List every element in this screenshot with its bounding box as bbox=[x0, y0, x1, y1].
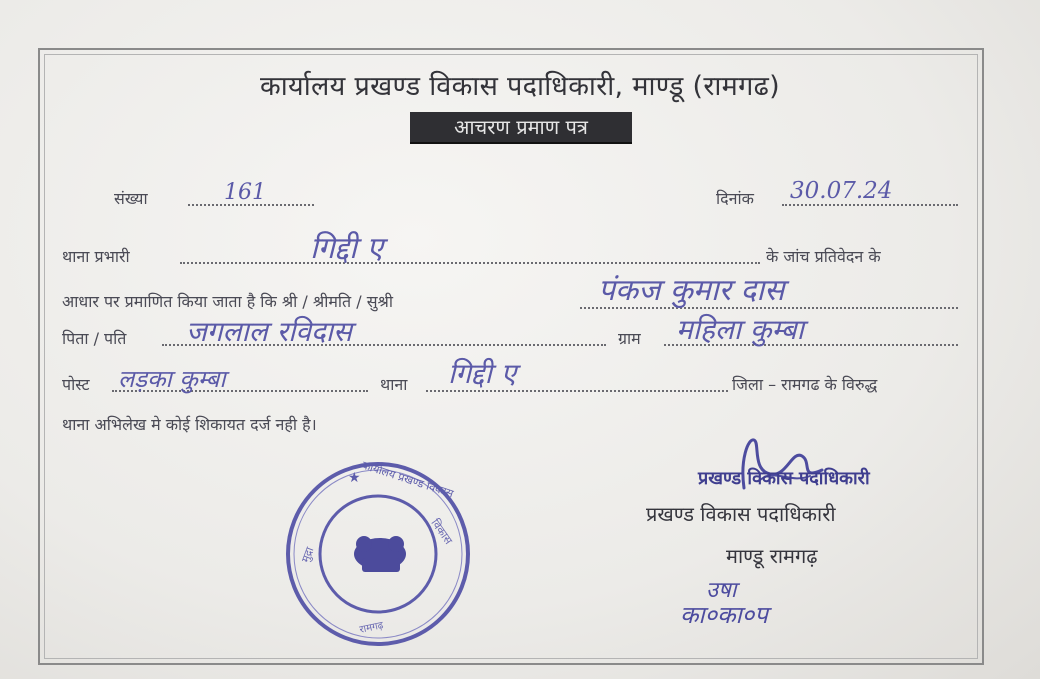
handwritten-note-1: उषा bbox=[706, 578, 737, 603]
father-value: जगलाल रविदास bbox=[186, 315, 352, 348]
number-value: 161 bbox=[224, 180, 266, 205]
certify-text: आधार पर प्रमाणित किया जाता है कि श्री / श्रीमति / सुश्री bbox=[62, 292, 394, 311]
police-dots bbox=[180, 262, 760, 264]
post-label: पोस्ट bbox=[62, 375, 90, 394]
number-label: संख्या bbox=[114, 189, 148, 208]
record-text: थाना अभिलेख मे कोई शिकायत दर्ज नही है। bbox=[62, 415, 317, 434]
date-value: 30.07.24 bbox=[790, 178, 893, 204]
district-text: जिला – रामगढ के विरुद्ध bbox=[732, 375, 878, 394]
handwritten-note-2: का०का०प bbox=[680, 601, 768, 629]
date-label: दिनांक bbox=[716, 189, 754, 208]
date-dots bbox=[782, 204, 958, 206]
certificate-title: आचरण प्रमाण पत्र bbox=[410, 112, 632, 144]
village-value: महिला कुम्बा bbox=[676, 313, 804, 346]
post-value: लड़का कुम्बा bbox=[118, 365, 226, 393]
police-value: गिद्दी ए bbox=[310, 231, 384, 266]
office-title: कार्यालय प्रखण्ड विकास पदाधिकारी, माण्डू (रामगढ) bbox=[260, 71, 780, 102]
name-value: पंकज कुमार दास bbox=[598, 273, 785, 308]
station-value: गिद्दी ए bbox=[448, 357, 517, 390]
place-line: माण्डू रामगढ़ bbox=[726, 544, 818, 568]
svg-text:रामगढ़: रामगढ़ bbox=[358, 620, 385, 636]
svg-text:मुद्रा: मुद्रा bbox=[298, 545, 317, 565]
village-label: ग्राम bbox=[618, 329, 641, 348]
svg-text:★: ★ bbox=[348, 470, 361, 486]
station-label: थाना bbox=[380, 375, 408, 394]
stamp-line: प्रखण्ड विकास पदाधिकारी bbox=[698, 468, 870, 489]
police-label: थाना प्रभारी bbox=[62, 247, 130, 266]
svg-text:विकास: विकास bbox=[428, 516, 455, 547]
office-line: प्रखण्ड विकास पदाधिकारी bbox=[646, 502, 836, 526]
father-label: पिता / पति bbox=[62, 329, 127, 348]
report-text: के जांच प्रतिवेदन के bbox=[766, 247, 881, 266]
official-seal bbox=[282, 458, 474, 650]
seal-label: कार्यालय प्रखण्ड विकास bbox=[360, 458, 456, 501]
